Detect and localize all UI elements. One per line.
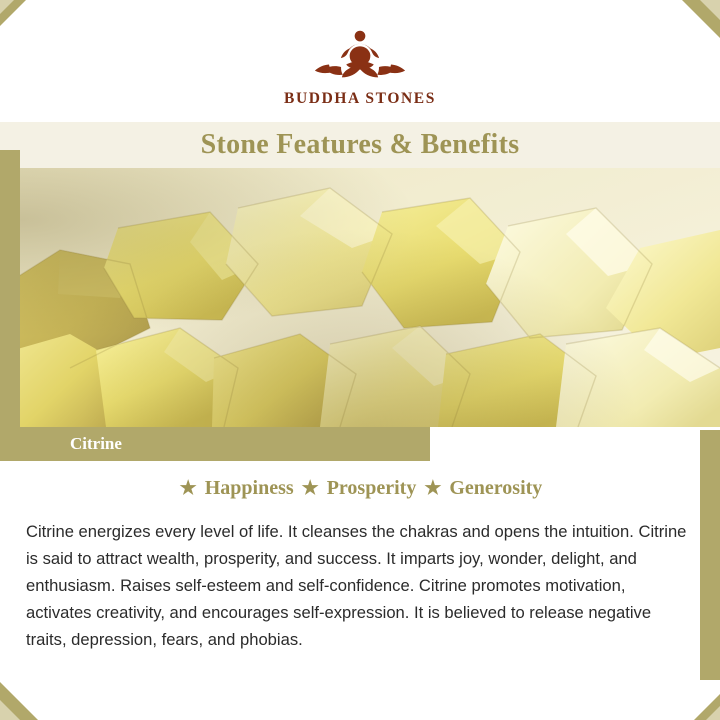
stone-description: Citrine energizes every level of life. It cleanses the chakras and opens the intuition. Citrine is said to attract wealth, prosperity, and success. It imparts joy, wonder, delight, and enthusiasm. Raises self-esteem and self-confidence. Citrine promotes motivation, activates creativity, and encourages self-expression. It is believed to release negative traits, depression, fears, and phobias. (26, 522, 687, 649)
stone-name-bar (0, 427, 720, 461)
citrine-raw-stones-photo (0, 168, 720, 427)
stone-cluster-illustration (0, 168, 720, 427)
side-bar-left (0, 150, 20, 450)
keyword-prosperity: Prosperity (326, 476, 417, 499)
stone-name: Citrine (70, 434, 122, 453)
side-bar-right (700, 430, 720, 680)
star-icon: ★ (424, 477, 442, 499)
keyword-happiness: Happiness (204, 476, 294, 499)
keyword-generosity: Generosity (449, 476, 543, 499)
lotus-meditation-icon (308, 24, 412, 86)
header (0, 0, 720, 168)
title-band (0, 122, 720, 168)
stone-keywords (0, 461, 720, 509)
corner-ornament-bottom-right-inner (706, 706, 720, 720)
brand-logo (0, 24, 720, 108)
brand-name: BUDDHA STONES (284, 90, 436, 107)
corner-ornament-bottom-left-inner (0, 700, 20, 720)
star-icon: ★ (179, 477, 197, 499)
star-icon: ★ (301, 477, 319, 499)
page-title: Stone Features & Benefits (200, 129, 520, 160)
corner-ornament-top-left-inner (0, 0, 14, 14)
corner-ornament-top-right-inner (700, 0, 720, 20)
